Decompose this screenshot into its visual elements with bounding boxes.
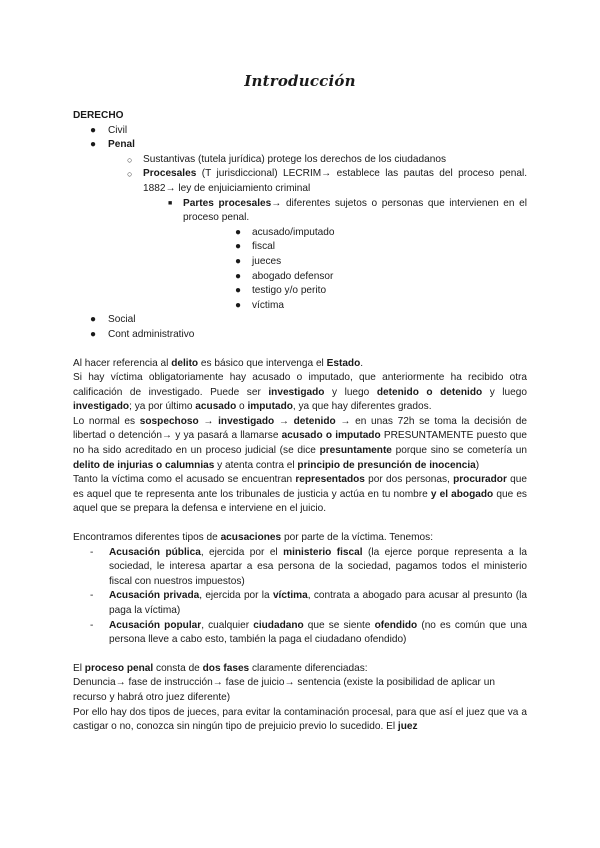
acusaciones-list <box>73 546 527 648</box>
bullet-dot-icon: ● <box>235 241 242 253</box>
bullet-dot-icon: ● <box>235 255 242 267</box>
paragraph-acusaciones-intro: Encontramos diferentes tipos de acusaciones por parte de la víctima. Tenemos: <box>73 532 434 544</box>
list-item: ● víctima <box>218 299 527 314</box>
list-item-partes: ■ Partes procesales→ diferentes sujetos o personas que intervienen en el proceso penal. ● acusado/imputado ● fiscal ● jueces ● abogado defensor ● testigo y/o perito ● víctima <box>163 197 527 314</box>
bullet-dot-icon: ● <box>90 314 97 326</box>
list-item: ● testigo y/o perito <box>218 284 527 299</box>
bullet-circle-icon: ○ <box>127 154 133 165</box>
list-item-acusacion-publica: - Acusación pública, ejercida por el ministerio fiscal (la ejerce porque representa a la sociedad, le interesa apartar a esa persona de la sociedad, pagamos todos el ministerio fiscal con nuestros impuestos) <box>90 546 527 587</box>
derecho-list <box>73 124 527 343</box>
paragraph-jueces: Por ello hay dos tipos de jueces, para evitar la contaminación procesal, para que así el juez que va a castigar o no, conozca sin ningún tipo de prejuicio previo lo sucedido. El juez <box>73 706 527 733</box>
list-item-acusacion-privada: - Acusación privada, ejercida por la víctima, contrata a abogado para acusar al presunto (la paga la víctima) <box>90 590 527 616</box>
page-title: Introducción <box>244 72 356 90</box>
paragraph-representacion: Tanto la víctima como el acusado se encuentran representados por dos personas, procurador que es aquel que te representa ante los tribunales de justicia y actúa en tu nombre y el abogado que es aquel que se prepara la defensa e interviene en el juicio. <box>73 474 527 515</box>
list-item-procesales: ○ Procesales (T jurisdiccional) LECRIM→ establece las pautas del proceso penal. 1882→ ley de enjuiciamiento criminal ■ Partes procesales→ diferentes sujetos o personas que intervienen en el proceso penal. ● acusado/imputado ● fiscal ● jueces ● abogado defensor ● testigo y/o perito ● víctima <box>108 167 527 313</box>
list-item-civil: ● Civil <box>73 124 527 139</box>
bullet-dot-icon: ● <box>90 124 97 136</box>
list-item-cont-administrativo: ● Cont administrativo <box>73 328 527 343</box>
bullet-dash-icon: - <box>90 590 94 602</box>
paragraph-proceso-normal: Lo normal es sospechoso → investigado → detenido → en unas 72h se toma la decisión de libertad o detención→ y ya pasará a llamarse acusado o imputado PRESUNTAMENTE puesto que no ha sido acreditado en un proceso judicial (se dice presuntamente porque sino se cometería un delito de injurias o calumnias y atenta contra el principio de presunción de inocencia) <box>73 415 528 471</box>
paragraph-fases: Denuncia→ fase de instrucción→ fase de juicio→ sentencia (existe la posibilidad de aplicar un recurso y habrá otro juez diferente) <box>73 677 495 703</box>
bullet-dot-icon: ● <box>235 226 242 238</box>
list-item: ● acusado/imputado <box>218 226 527 241</box>
bullet-circle-icon: ○ <box>127 169 133 180</box>
bullet-dot-icon: ● <box>235 299 242 311</box>
bullet-dot-icon: ● <box>235 285 242 297</box>
paragraph-proceso-penal: El proceso penal consta de dos fases claramente diferenciadas: <box>73 662 368 674</box>
bullet-square-icon: ■ <box>168 199 173 207</box>
list-item: ● fiscal <box>218 240 527 255</box>
partes-list <box>163 226 527 314</box>
list-item-sustantivas: ○ Sustantivas (tutela jurídica) protege los derechos de los ciudadanos <box>108 153 527 168</box>
list-item-social: ● Social <box>73 313 527 328</box>
paragraph-victima: Si hay víctima obligatoriamente hay acusado o imputado, que anteriormente ha recibido otra calificación de investigado. Puede ser investigado y luego detenido o detenido y luego investigado; ya por último acusado o imputado, ya que hay diferentes grados. <box>73 372 527 413</box>
bullet-dash-icon: - <box>90 619 94 631</box>
section-heading: DERECHO <box>73 110 124 121</box>
bullet-dash-icon: - <box>90 546 94 558</box>
procesales-sublist <box>108 197 527 314</box>
document-body <box>73 109 527 735</box>
list-item: ● jueces <box>218 255 527 270</box>
paragraph-delito: Al hacer referencia al delito es básico que intervenga el Estado. <box>73 357 364 369</box>
list-item-acusacion-popular: - Acusación popular, cualquier ciudadano que se siente ofendido (no es común que una persona lleve a cabo esto, también la paga el ciudadano ofendido) <box>90 619 528 646</box>
list-item-penal: ● Penal ○ Sustantivas (tutela jurídica) protege los derechos de los ciudadanos ○ Procesales (T jurisdiccional) LECRIM→ establece las pautas del proceso penal. 1882→ ley de enjuiciamiento criminal ■ Partes procesales→ diferentes sujetos o personas que intervienen en el proceso penal. ● acusado/imputado ● fiscal ● jueces ● abogado defensor ● testigo y/o perito ● víctima <box>73 138 527 313</box>
list-item: ● abogado defensor <box>218 270 527 285</box>
penal-sublist <box>73 153 527 314</box>
bullet-dot-icon: ● <box>90 328 97 340</box>
bullet-dot-icon: ● <box>90 139 97 151</box>
bullet-dot-icon: ● <box>235 270 242 282</box>
